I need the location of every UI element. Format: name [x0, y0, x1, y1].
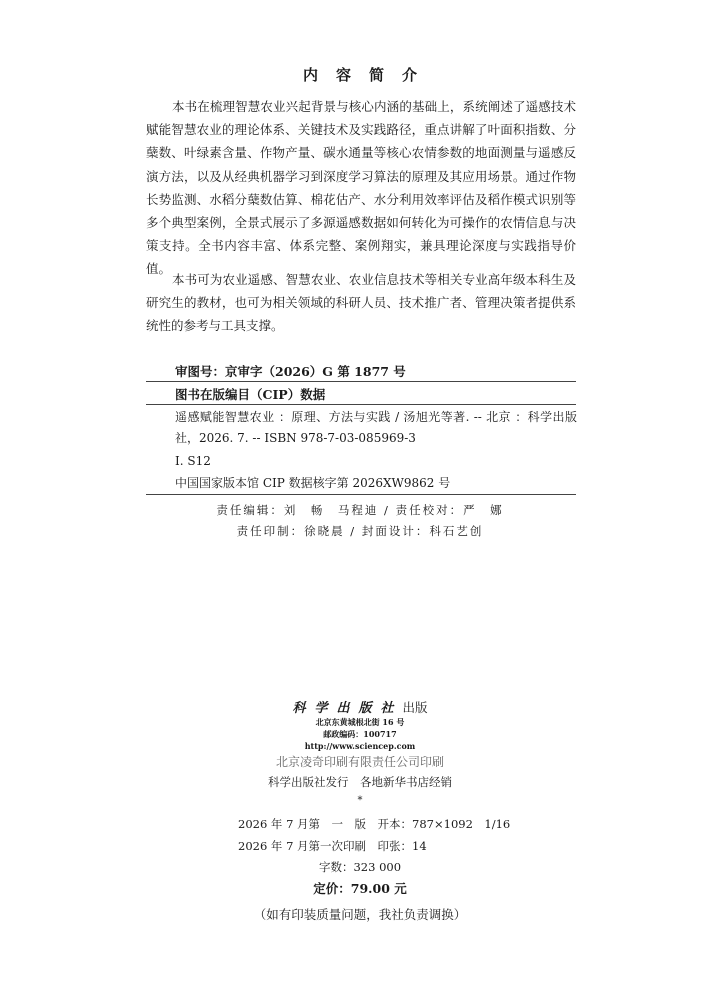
impression-line: 2026 年 7 月第一次印刷 印张：14	[238, 839, 427, 853]
cip-classification: Ⅰ. S12	[175, 454, 211, 468]
separator-asterisk: *	[357, 795, 363, 806]
publisher-website: http://www.sciencep.com	[304, 741, 416, 751]
publisher-suffix: 出版	[402, 700, 428, 715]
cip-record: 遥感赋能智慧农业 ：原理、方法与实践 / 汤旭光等著. -- 北京 ：科学出版社，2026. 7. -- ISBN 978-7-03-085969-3	[175, 410, 577, 445]
credits-production: 责任印制：徐晓晨 / 封面设计：科石艺创	[236, 524, 484, 538]
cip-top-divider	[146, 381, 576, 382]
cip-library-record: 中国国家版本馆 CIP 数据核字第 2026XW9862 号	[175, 476, 451, 490]
word-count: 字数：323 000	[318, 860, 402, 874]
printer-line: 北京凌奇印刷有限责任公司印刷	[275, 755, 444, 769]
summary-title: 内容简介	[302, 66, 435, 84]
cip-bottom-divider	[146, 494, 576, 495]
publisher-address: 北京东黄城根北街 16 号	[315, 717, 405, 727]
publisher-logo-text: 科学出版社	[292, 701, 403, 716]
summary-paragraph-2: 本书可为农业遥感、智慧农业、农业信息技术等相关专业高年级本科生及研究生的教材，也可为相关领域的科研人员、技术推广者、管理决策者提供系统性的参考与工具支撑。	[146, 272, 576, 334]
distribution-line: 科学出版社发行 各地新华书店经销	[268, 775, 452, 789]
credits-editors: 责任编辑：刘 畅 马程迪 / 责任校对：严 娜	[216, 503, 504, 517]
cip-heading-divider	[146, 404, 576, 405]
map-approval-number: 审图号：京审字（2026）G 第 1877 号	[175, 364, 406, 379]
cip-heading: 图书在版编目（CIP）数据	[175, 387, 326, 402]
summary-paragraph-1: 本书在梳理智慧农业兴起背景与核心内涵的基础上，系统阐述了遥感技术赋能智慧农业的理论体系、关键技术及实践路径，重点讲解了叶面积指数、分蘖数、叶绿素含量、作物产量、碳水通量等核心农情参数的地面测量与遥感反演方法，以及从经典机器学习到深度学习算法的原理及其应用场景。通过作物长势监测、水稻分蘖数估算、棉花估产、水分利用效率评估及稻作模式识别等多个典型案例，全景式展示了多源遥感数据如何转化为可操作的农情信息与决策支持。全书内容丰富、体系完整、案例翔实，兼具理论深度与实践指导价值。	[146, 99, 576, 277]
price: 定价：79.00 元	[313, 881, 407, 896]
quality-notice: （如有印装质量问题，我社负责调换）	[253, 907, 467, 922]
publisher-line	[0, 697, 720, 716]
edition-line: 2026 年 7 月第 一 版 开本：787×1092 1/16	[238, 817, 511, 831]
publisher-postcode: 邮政编码：100717	[323, 729, 397, 739]
